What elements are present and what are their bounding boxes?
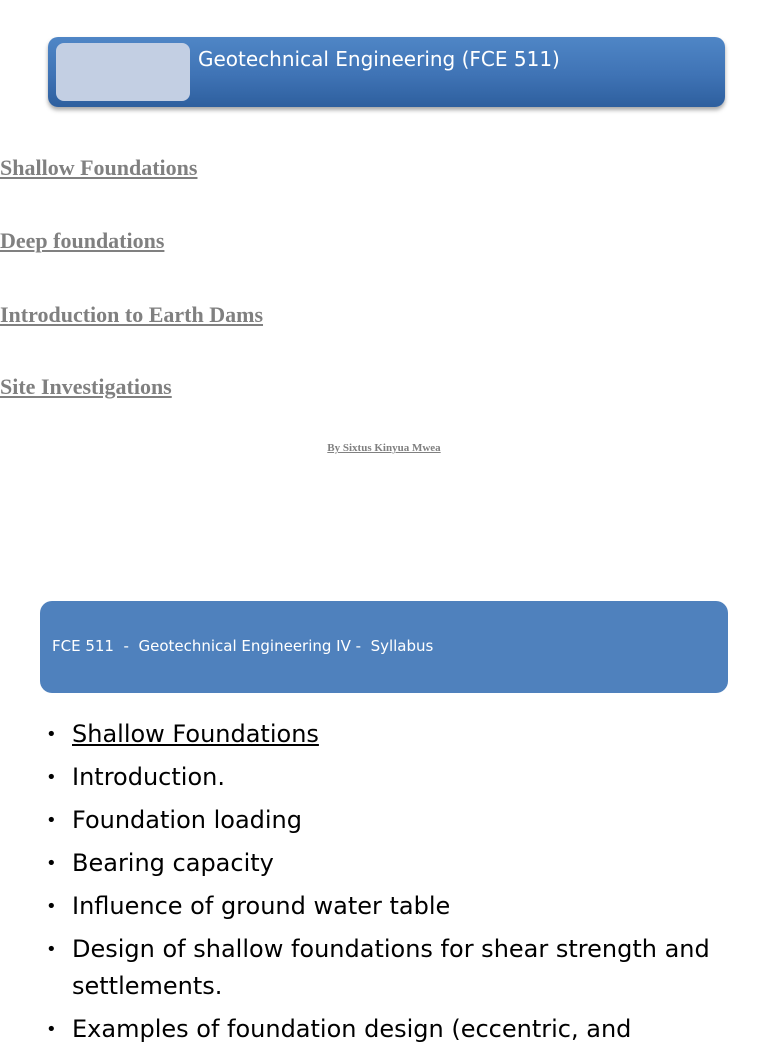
bullet-marker: • — [46, 896, 57, 917]
toc-link-shallow-foundations[interactable]: Shallow Foundations — [0, 155, 198, 180]
logo-placeholder — [56, 43, 190, 101]
bullet-marker: • — [46, 767, 57, 788]
list-item-text: Influence of ground water table — [72, 892, 451, 920]
bullet-marker: • — [46, 939, 57, 960]
toc-link-site-investigations[interactable]: Site Investigations — [0, 374, 172, 399]
list-item-text: Introduction. — [72, 763, 225, 791]
toc-link-deep-foundations[interactable]: Deep foundations — [0, 228, 165, 253]
list-item — [46, 802, 726, 839]
list-item-text: Design of shallow foundations for shear strength and settlements. — [72, 935, 710, 1000]
list-item — [46, 931, 726, 1005]
list-item — [46, 888, 726, 925]
list-item-text: Examples of foundation design (eccentric, and — [72, 1015, 632, 1043]
syllabus-banner — [40, 601, 728, 693]
bullet-marker: • — [46, 724, 57, 745]
list-item-text: Foundation loading — [72, 806, 303, 834]
list-item-text: Shallow Foundations — [72, 720, 319, 748]
syllabus-title: FCE 511 - Geotechnical Engineering IV - Syllabus — [52, 637, 434, 655]
bullet-marker: • — [46, 1019, 57, 1040]
bullet-marker: • — [46, 853, 57, 874]
list-item-text: Bearing capacity — [72, 849, 274, 877]
bullet-marker: • — [46, 810, 57, 831]
slide-title: Geotechnical Engineering (FCE 511) — [198, 47, 560, 71]
toc-link-earth-dams[interactable]: Introduction to Earth Dams — [0, 302, 264, 327]
list-item — [46, 845, 726, 882]
slide-title-banner — [48, 37, 725, 107]
list-item — [46, 759, 726, 796]
list-item — [46, 716, 726, 753]
author-credit: By Sixtus Kinyua Mwea — [327, 442, 441, 454]
list-item — [46, 1011, 726, 1048]
